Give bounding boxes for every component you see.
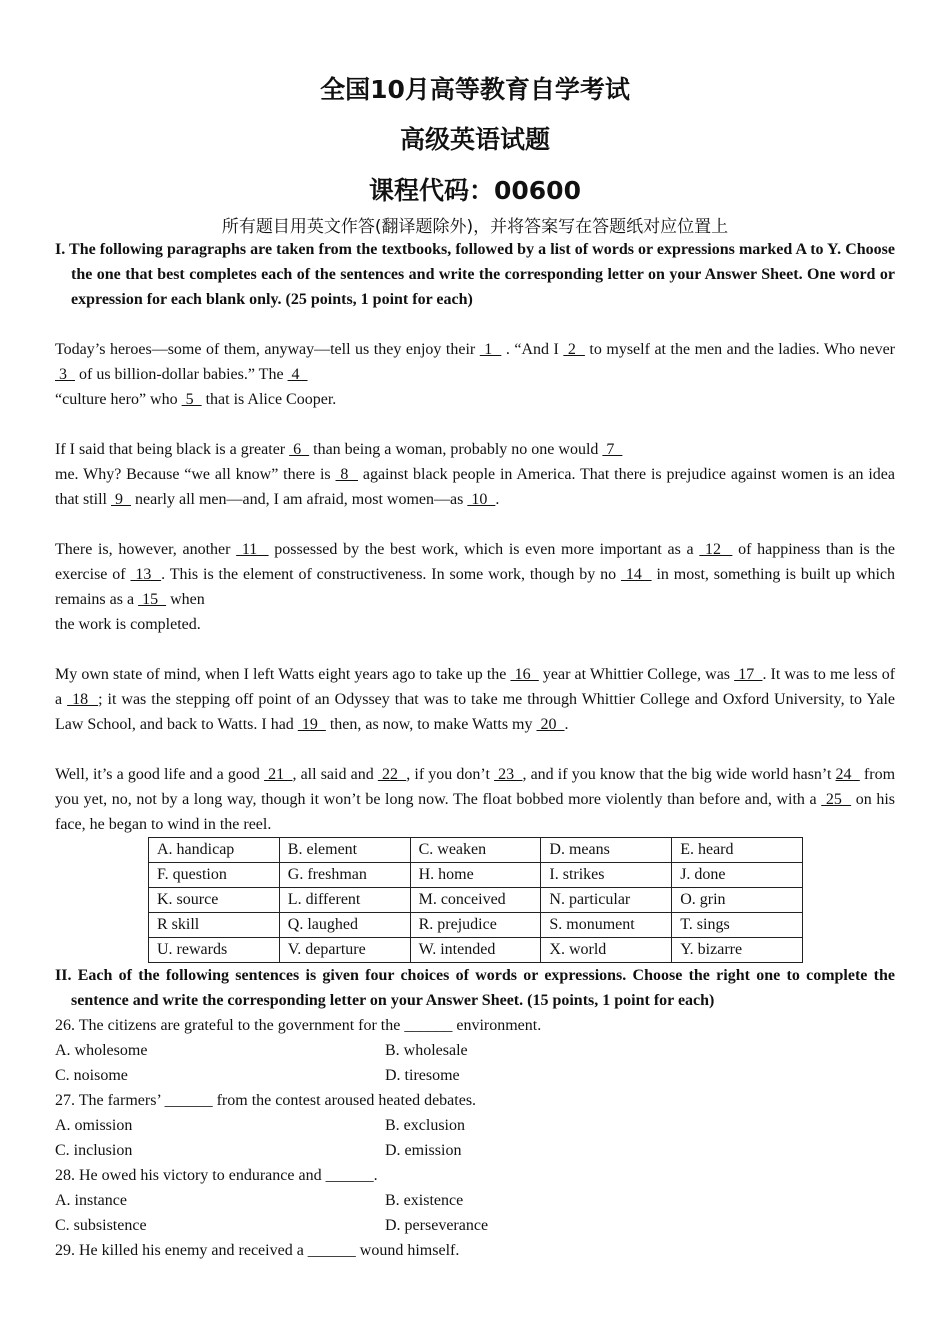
passage-5: Well, it’s a good life and a good 21 , all said and 22 , if you don’t 23 , and if you know that the big wide world hasn’t 24 from you yet, no, not by a long way, though it won’t be long now. The float bobbed more violently than before and, with a 25 on his face, he began to wind in the reel. bbox=[55, 766, 896, 833]
blank-11: 11 bbox=[236, 541, 269, 558]
exam-subject-title: 高级英语试题 bbox=[399, 125, 550, 154]
question-27-choices-ab bbox=[55, 1113, 895, 1138]
blank-7: 7 bbox=[602, 441, 623, 458]
blank-6: 6 bbox=[289, 441, 310, 458]
option-cell: R. prejudice bbox=[410, 913, 541, 938]
question-26-stem: 26. The citizens are grateful to the government for the ______ environment. bbox=[55, 1017, 542, 1034]
blank-21: 21 bbox=[264, 766, 293, 783]
option-cell: N. particular bbox=[541, 888, 672, 913]
choice-d: D. tiresome bbox=[385, 1067, 460, 1084]
option-cell: W. intended bbox=[410, 938, 541, 963]
blank-12: 12 bbox=[699, 541, 733, 558]
blank-2: 2 bbox=[563, 341, 585, 358]
option-cell: A. handicap bbox=[149, 838, 280, 863]
option-cell: M. conceived bbox=[410, 888, 541, 913]
word-options-table bbox=[148, 837, 803, 963]
choice-b: B. wholesale bbox=[385, 1042, 468, 1059]
option-cell: D. means bbox=[541, 838, 672, 863]
passage-4: My own state of mind, when I left Watts eight years ago to take up the 16 year at Whittier College, was 17 . It was to me less of a 18 ; it was the stepping off point of an Odyssey that was to take me through Whittier College and Oxford University, to Yale Law School, and back to Watts. I had 19 then, as now, to make Watts my 20 . bbox=[55, 666, 896, 733]
choice-a: A. wholesome bbox=[55, 1042, 148, 1059]
question-28-stem: 28. He owed his victory to endurance and ______. bbox=[55, 1167, 378, 1184]
option-cell: Q. laughed bbox=[279, 913, 410, 938]
table-row bbox=[149, 838, 803, 863]
question-27-stem: 27. The farmers’ ______ from the contest aroused heated debates. bbox=[55, 1092, 477, 1109]
blank-17: 17 bbox=[734, 666, 763, 683]
option-cell: U. rewards bbox=[149, 938, 280, 963]
blank-1: 1 bbox=[479, 341, 502, 358]
blank-16: 16 bbox=[510, 666, 539, 683]
blank-8: 8 bbox=[335, 466, 359, 483]
option-cell: J. done bbox=[672, 863, 803, 888]
course-code: 课程代码：00600 bbox=[369, 176, 581, 205]
section2-heading: II. Each of the following sentences is given four choices of words or expressions. Choose the right one to complete the sentence and write the corresponding letter on your Answer Sheet. (15 points, 1 point for each) bbox=[55, 967, 895, 1009]
choice-d: D. perseverance bbox=[385, 1217, 489, 1234]
option-cell: Y. bizarre bbox=[672, 938, 803, 963]
blank-4: 4 bbox=[287, 366, 308, 383]
option-cell: G. freshman bbox=[279, 863, 410, 888]
question-27-choices-cd bbox=[55, 1138, 895, 1163]
exam-title: 全国10月高等教育自学考试 bbox=[320, 75, 630, 104]
blank-13: 13 bbox=[130, 566, 162, 583]
question-29-stem: 29. He killed his enemy and received a ______ wound himself. bbox=[55, 1242, 460, 1259]
passage-3: There is, however, another 11 possessed by the best work, which is even more important as a 12 of happiness than is the exercise of 13 . This is the element of constructiveness. In some work, though by no 14 in most, something is built up which remains as a 15 when the work is completed. bbox=[55, 541, 896, 633]
choice-c: C. noisome bbox=[55, 1067, 128, 1084]
option-cell: H. home bbox=[410, 863, 541, 888]
choice-d: D. emission bbox=[385, 1142, 462, 1159]
option-cell: O. grin bbox=[672, 888, 803, 913]
option-cell: C. weaken bbox=[410, 838, 541, 863]
option-cell: X. world bbox=[541, 938, 672, 963]
table-row bbox=[149, 913, 803, 938]
question-26-choices-ab bbox=[55, 1038, 895, 1063]
blank-9: 9 bbox=[111, 491, 131, 508]
option-cell: R skill bbox=[149, 913, 280, 938]
question-26-choices-cd bbox=[55, 1063, 895, 1088]
option-cell: V. departure bbox=[279, 938, 410, 963]
blank-22: 22 bbox=[377, 766, 407, 783]
option-cell: B. element bbox=[279, 838, 410, 863]
option-cell: F. question bbox=[149, 863, 280, 888]
choice-a: A. omission bbox=[55, 1117, 133, 1134]
option-cell: T. sings bbox=[672, 913, 803, 938]
option-cell: S. monument bbox=[541, 913, 672, 938]
choice-b: B. existence bbox=[385, 1192, 464, 1209]
option-cell: I. strikes bbox=[541, 863, 672, 888]
choice-c: C. subsistence bbox=[55, 1217, 147, 1234]
blank-24: 24 bbox=[835, 766, 860, 783]
blank-5: 5 bbox=[181, 391, 202, 408]
option-cell: E. heard bbox=[672, 838, 803, 863]
blank-23: 23 bbox=[494, 766, 523, 783]
blank-25: 25 bbox=[821, 791, 852, 808]
passage-2: If I said that being black is a greater 6 than being a woman, probably no one would 7 me. Why? Because “we all know” there is 8 against black people in America. That there is prejudice against women is an idea that still 9 nearly all men—and, I am afraid, most women—as 10 . bbox=[55, 441, 896, 508]
table-row bbox=[149, 888, 803, 913]
passage-1: Today’s heroes—some of them, anyway—tell us they enjoy their 1 . “And I 2 to myself at the men and the ladies. Who never 3 of us billion-dollar babies.” The 4 “culture hero” who 5 that is Alice Cooper. bbox=[55, 341, 896, 408]
blank-14: 14 bbox=[620, 566, 652, 583]
section1-heading: I. The following paragraphs are taken from the textbooks, followed by a list of words or expressions marked A to Y. Choose the one that best completes each of the sentences and write the corresponding letter on your Answer Sheet. One word or expression for each blank only. (25 points, 1 point for each) bbox=[55, 241, 895, 308]
blank-10: 10 bbox=[467, 491, 496, 508]
answer-instruction: 所有题目用英文作答(翻译题除外)，并将答案写在答题纸对应位置上 bbox=[221, 217, 729, 237]
question-28-choices-ab bbox=[55, 1188, 895, 1213]
table-row bbox=[149, 938, 803, 963]
blank-15: 15 bbox=[138, 591, 167, 608]
choice-a: A. instance bbox=[55, 1192, 127, 1209]
choice-b: B. exclusion bbox=[385, 1117, 465, 1134]
blank-20: 20 bbox=[536, 716, 565, 733]
choice-c: C. inclusion bbox=[55, 1142, 133, 1159]
option-cell: K. source bbox=[149, 888, 280, 913]
exam-body bbox=[55, 237, 895, 1263]
blank-18: 18 bbox=[67, 691, 99, 708]
table-row bbox=[149, 863, 803, 888]
question-28-choices-cd bbox=[55, 1213, 895, 1238]
blank-19: 19 bbox=[297, 716, 326, 733]
option-cell: L. different bbox=[279, 888, 410, 913]
blank-3: 3 bbox=[55, 366, 75, 383]
